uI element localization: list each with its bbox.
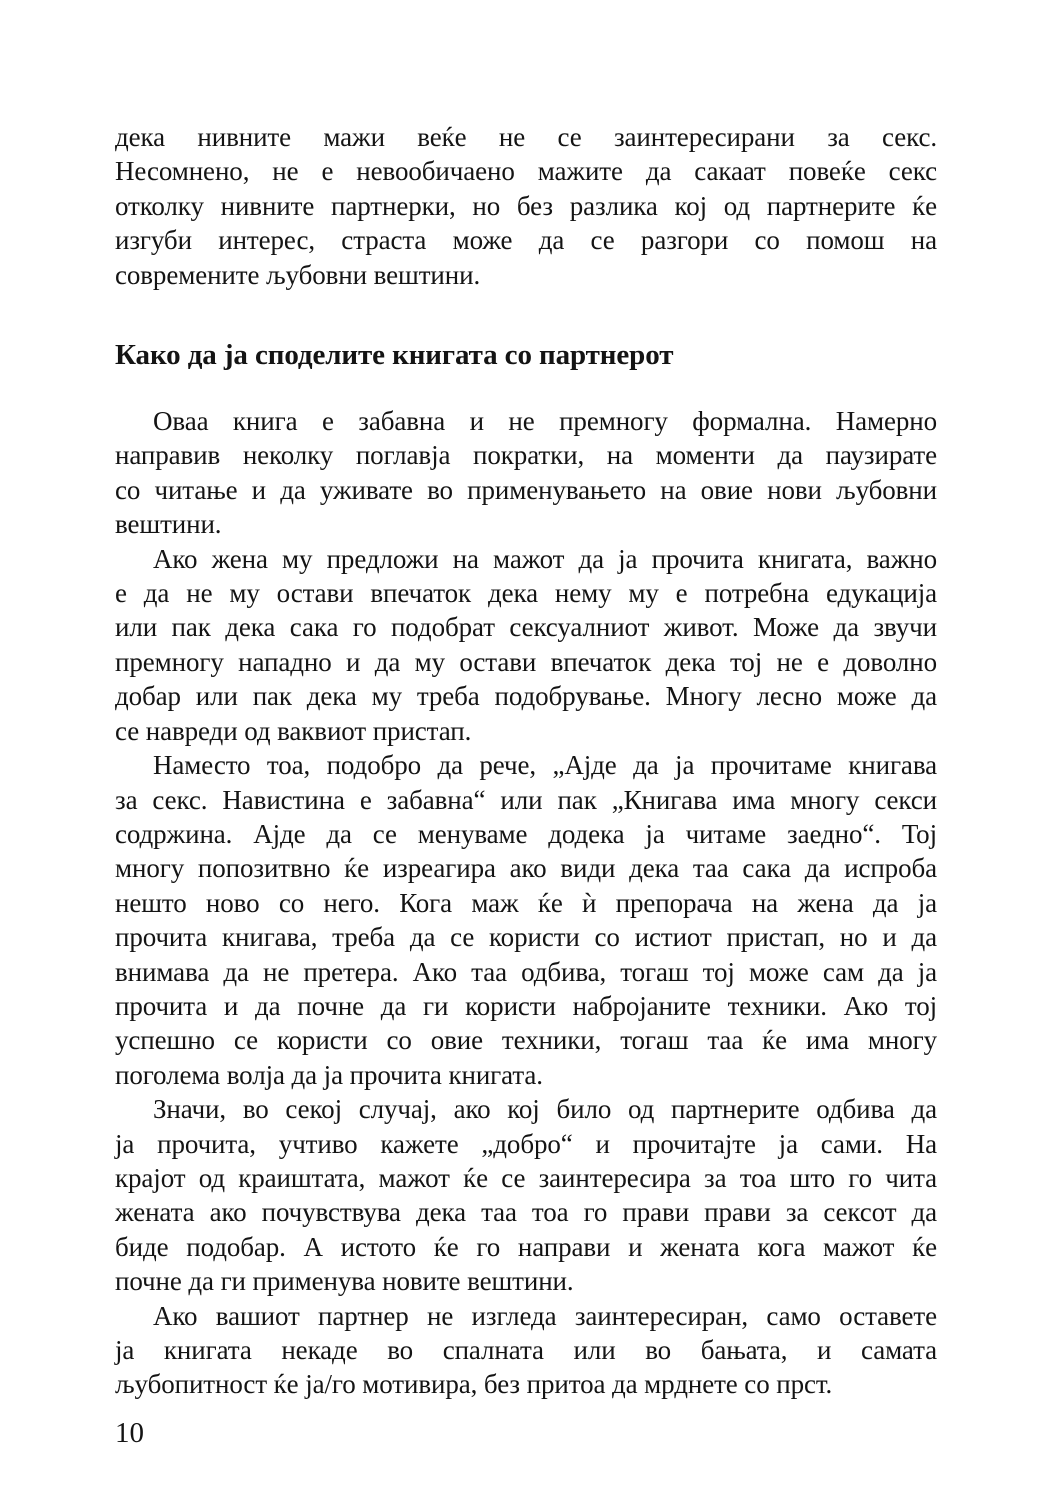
text-line: добар или пак дека му треба подобрување. Многу лесно може да <box>115 681 937 712</box>
section-heading: Како да ја споделите книгата со партнерот <box>115 339 674 372</box>
text-line: Наместо тоа, подобро да рече, „Ајде да ја прочитаме книгава <box>153 750 937 781</box>
text-line: внимава да не претера. Ако таа одбива, тогаш тој може сам да ја <box>115 956 937 987</box>
text-line: современите љубовни вештини. <box>115 259 481 290</box>
text-line: Несомнено, не е невообичаено мажите да сакаат повеќе секс <box>115 156 937 187</box>
text-line: вештини. <box>115 509 222 540</box>
text-line: содржина. Ајде да се менуваме додека ја читаме заедно“. Тој <box>115 818 937 849</box>
text-line: Ако жена му предложи на мажот да ја прочита книгата, важно <box>153 543 937 574</box>
page-text <box>115 120 937 1402</box>
text-line: или пак дека сака го подобрат сексуалниот живот. Може да звучи <box>115 612 937 643</box>
text-line: дека нивните мажи веќе не се заинтересирани за секс. <box>115 122 937 152</box>
text-line: ја прочита, учтиво кажете „добро“ и прочитајте ја сами. На <box>115 1128 937 1159</box>
text-line: е да не му остави впечаток дека нему му е потребна едукација <box>115 578 937 609</box>
paragraph <box>115 748 937 1092</box>
text-line: отколку нивните партнерки, но без разлика кој од партнерите ќе <box>115 190 937 221</box>
text-line: со читање и да уживате во применувањето на овие нови љубовни <box>115 474 937 505</box>
paragraph <box>115 542 937 748</box>
paragraph <box>115 1299 937 1402</box>
text-line: се навреди од ваквиот пристап. <box>115 715 472 746</box>
paragraph <box>115 1092 937 1298</box>
text-line: успешно се користи со овие техники, тогаш таа ќе има многу <box>115 1025 937 1056</box>
text-line: за секс. Навистина е забавна“ или пак „Книгава има многу секси <box>115 784 937 815</box>
page-number: 10 <box>115 1417 144 1449</box>
text-line: жената ако почувствува дека таа тоа го прави прави за сексот да <box>115 1197 937 1228</box>
text-line: ја книгата некаде во спалната или во бањата, и самата <box>115 1335 937 1365</box>
text-line: нешто ново со него. Кога маж ќе ѝ препорача на жена да ја <box>115 887 937 918</box>
text-line: Ако вашиот партнер не изгледа заинтересиран, само оставете <box>153 1300 937 1331</box>
text-line: премногу нападно и да му остави впечаток дека тој не е доволно <box>115 646 937 677</box>
text-line: почне да ги применува новите вештини. <box>115 1266 574 1297</box>
text-line: поголема волја да ја прочита книгата. <box>115 1059 543 1090</box>
text-line: прочита и да почне да ги користи набројаните техники. Ако тој <box>115 990 937 1021</box>
paragraph <box>115 120 937 292</box>
text-line: многу попозитвно ќе изреагира ако види дека таа сака да испроба <box>115 853 937 884</box>
text-line: направив неколку поглавја пократки, на моменти да паузирате <box>115 440 937 471</box>
text-line: Значи, во секој случај, ако кој било од партнерите одбива да <box>153 1094 937 1125</box>
text-line: крајот од краиштата, мажот ќе се заинтересира за тоа што го чита <box>115 1162 937 1193</box>
paragraph <box>115 404 937 542</box>
text-line: Оваа книга е забавна и не премногу формална. Намерно <box>153 406 937 437</box>
text-line: биде подобар. А истото ќе го направи и жената кога мажот ќе <box>115 1231 937 1262</box>
text-line: љубопитност ќе ја/го мотивира, без притоа да мрднете со прст. <box>115 1369 833 1400</box>
text-line: прочита книгава, треба да се користи со истиот пристап, но и да <box>115 922 937 953</box>
text-line: изгуби интерес, страста може да се разгори со помош на <box>115 225 937 256</box>
